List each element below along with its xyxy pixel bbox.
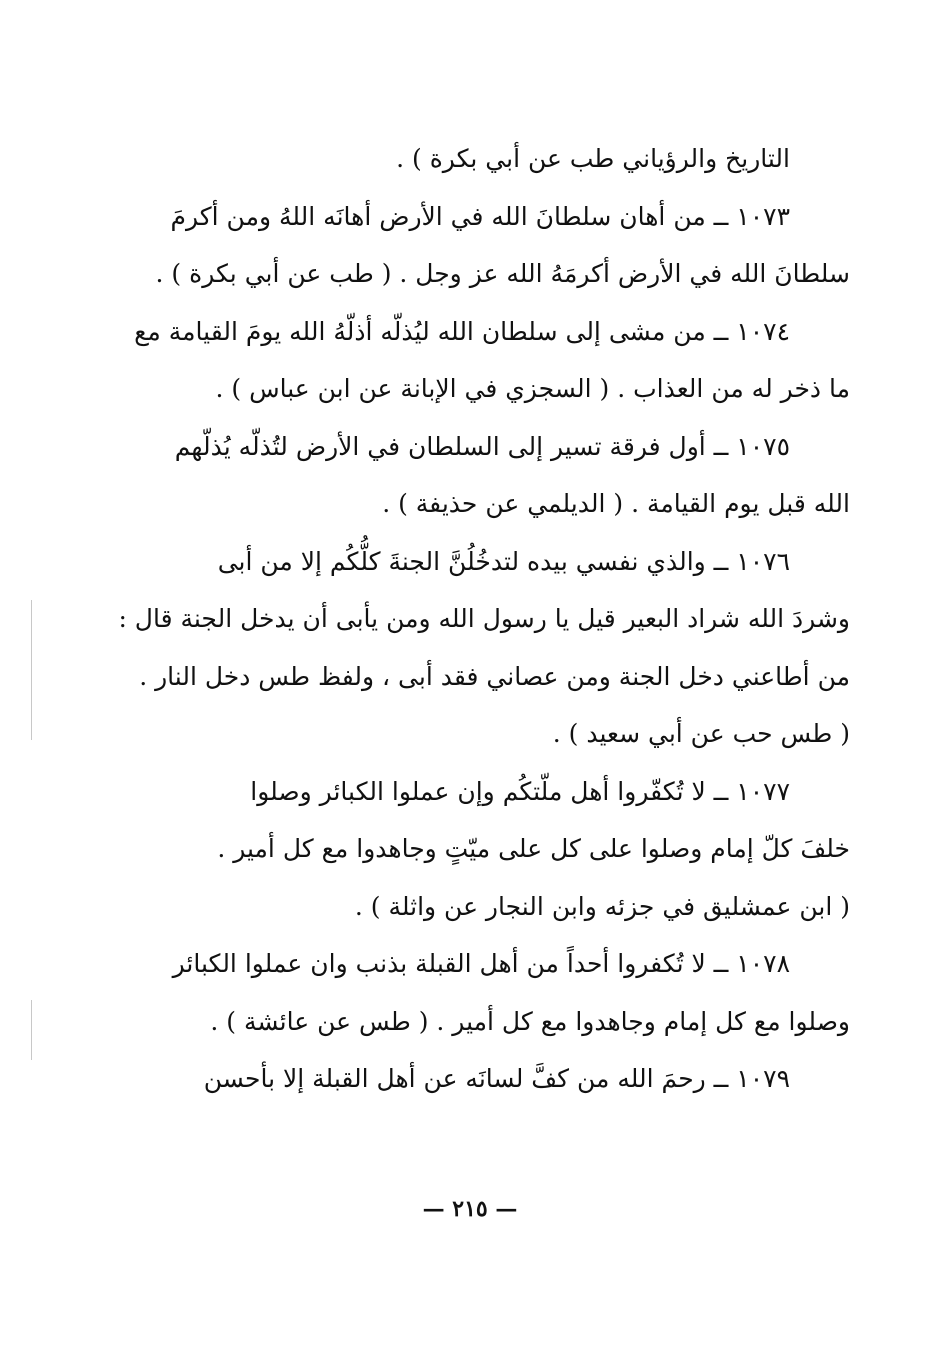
hadith-entry-1075: ١٠٧٥ ــ أول فرقة تسير إلى السلطان في الأرض لتُذلّه يُذلّهم <box>174 431 790 461</box>
hadith-entry-1079: ١٠٧٩ ــ رحمَ الله من كفَّ لسانَه عن أهل القبلة إلا بأحسن <box>203 1064 790 1093</box>
hadith-entry-1074: ١٠٧٤ ــ من مشى إلى سلطان الله ليُذلّه أذلّهُ الله يومَ القيامة مع <box>134 316 790 346</box>
text-line: الله قبل يوم القيامة . ( الديلمي عن حذيفة ) . <box>382 489 850 518</box>
text-line: وصلوا مع كل إمام وجاهدوا مع كل أمير . ( طس عن عائشة ) . <box>210 1006 850 1036</box>
text-line: التاريخ والرؤياني طب عن أبي بكرة ) . <box>396 144 790 173</box>
text-line: وشردَ الله شراد البعير قيل يا رسول الله ومن يأبى أن يدخل الجنة قال : <box>118 604 850 633</box>
text-line: ما ذخر له من العذاب . ( السجزي في الإبانة عن ابن عباس ) . <box>215 374 850 403</box>
hadith-text-block <box>118 130 850 1108</box>
hadith-entry-1073: ١٠٧٣ ــ من أهان سلطانَ الله في الأرض أهانَه اللهُ ومن أكرمَ <box>170 201 790 231</box>
text-line: ( طس حب عن أبي سعيد ) . <box>552 719 850 748</box>
hadith-entry-1077: ١٠٧٧ ــ لا تُكفّروا أهل ملّتكُم وإن عملوا الكبائر وصلوا <box>250 776 790 806</box>
text-line: سلطانَ الله في الأرض أكرمَهُ الله عز وجل . ( طب عن أبي بكرة ) . <box>155 259 850 288</box>
text-line: ( ابن عمشليق في جزئه وابن النجار عن واثلة ) . <box>354 891 850 921</box>
scan-edge-mark <box>31 1000 32 1060</box>
text-line: خلفَ كلّ إمام وصلوا على كل على ميّتٍ وجاهدوا مع كل أمير . <box>217 834 850 863</box>
page-number: — ٢١٥ — <box>422 1196 518 1222</box>
hadith-entry-1076: ١٠٧٦ ــ والذي نفسي بيده لتدخُلُنَّ الجنةَ كلُّكُم إلا من أبى <box>217 546 790 576</box>
hadith-entry-1078: ١٠٧٨ ــ لا تُكفروا أحداً من أهل القبلة بذنب وان عملوا الكبائر <box>172 949 790 978</box>
scan-edge-mark <box>31 600 32 740</box>
text-line: من أطاعني دخل الجنة ومن عصاني فقد أبى ، ولفظ طس دخل النار . <box>139 661 850 691</box>
